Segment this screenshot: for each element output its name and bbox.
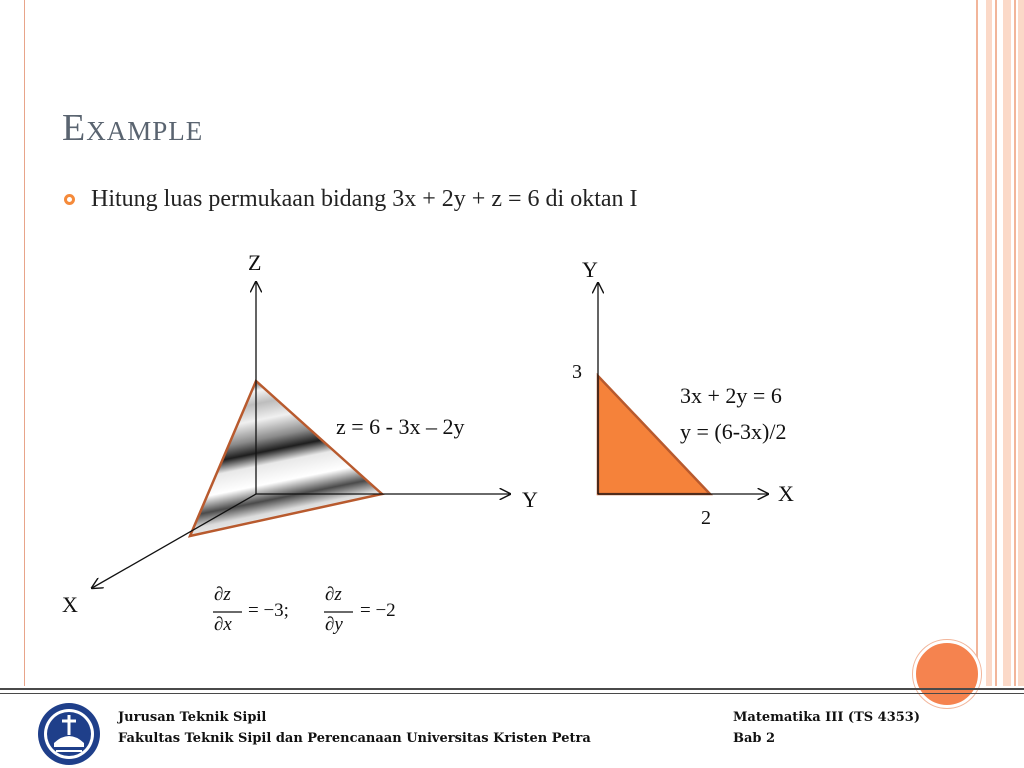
tick-label-y: 3 — [572, 361, 582, 383]
axis-label-y: Y — [522, 487, 538, 512]
x-axis — [92, 494, 256, 588]
footer-rule — [0, 688, 1024, 690]
bullet-text: Hitung luas permukaan bidang 3x + 2y + z = 6 di oktan I — [91, 186, 638, 212]
dz-numerator-x: ∂z — [214, 584, 231, 605]
dy-denominator: ∂y — [325, 614, 343, 635]
footer-department: Jurusan Teknik Sipil — [118, 710, 267, 725]
y-expression: y = (6-3x)/2 — [680, 419, 787, 444]
footer-left — [118, 707, 591, 749]
axis-label-z: Z — [248, 250, 262, 275]
footer-right — [733, 707, 920, 749]
line-equation: 3x + 2y = 6 — [680, 383, 782, 408]
slide-title: Example — [62, 107, 204, 149]
footer-rule — [0, 693, 1024, 694]
partial-x-value: = −3; — [248, 600, 289, 621]
plane-equation: z = 6 - 3x – 2y — [336, 414, 465, 439]
footer-course: Matematika III (TS 4353) — [733, 710, 921, 725]
footer-chapter: Bab 2 — [733, 731, 776, 746]
plane-triangle — [190, 381, 382, 536]
partial-y-value: = −2 — [360, 600, 396, 621]
university-logo — [36, 701, 102, 767]
dz-numerator-y: ∂z — [325, 584, 342, 605]
decor-orange-circle — [913, 640, 981, 708]
dx-denominator: ∂x — [214, 614, 232, 635]
axis-label-y-2d: Y — [582, 257, 598, 282]
footer-faculty: Fakultas Teknik Sipil dan Perencanaan Universitas Kristen Petra — [118, 731, 591, 746]
axis-label-x: X — [62, 592, 78, 617]
axis-label-x-2d: X — [778, 481, 794, 506]
tick-label-x: 2 — [701, 507, 711, 529]
